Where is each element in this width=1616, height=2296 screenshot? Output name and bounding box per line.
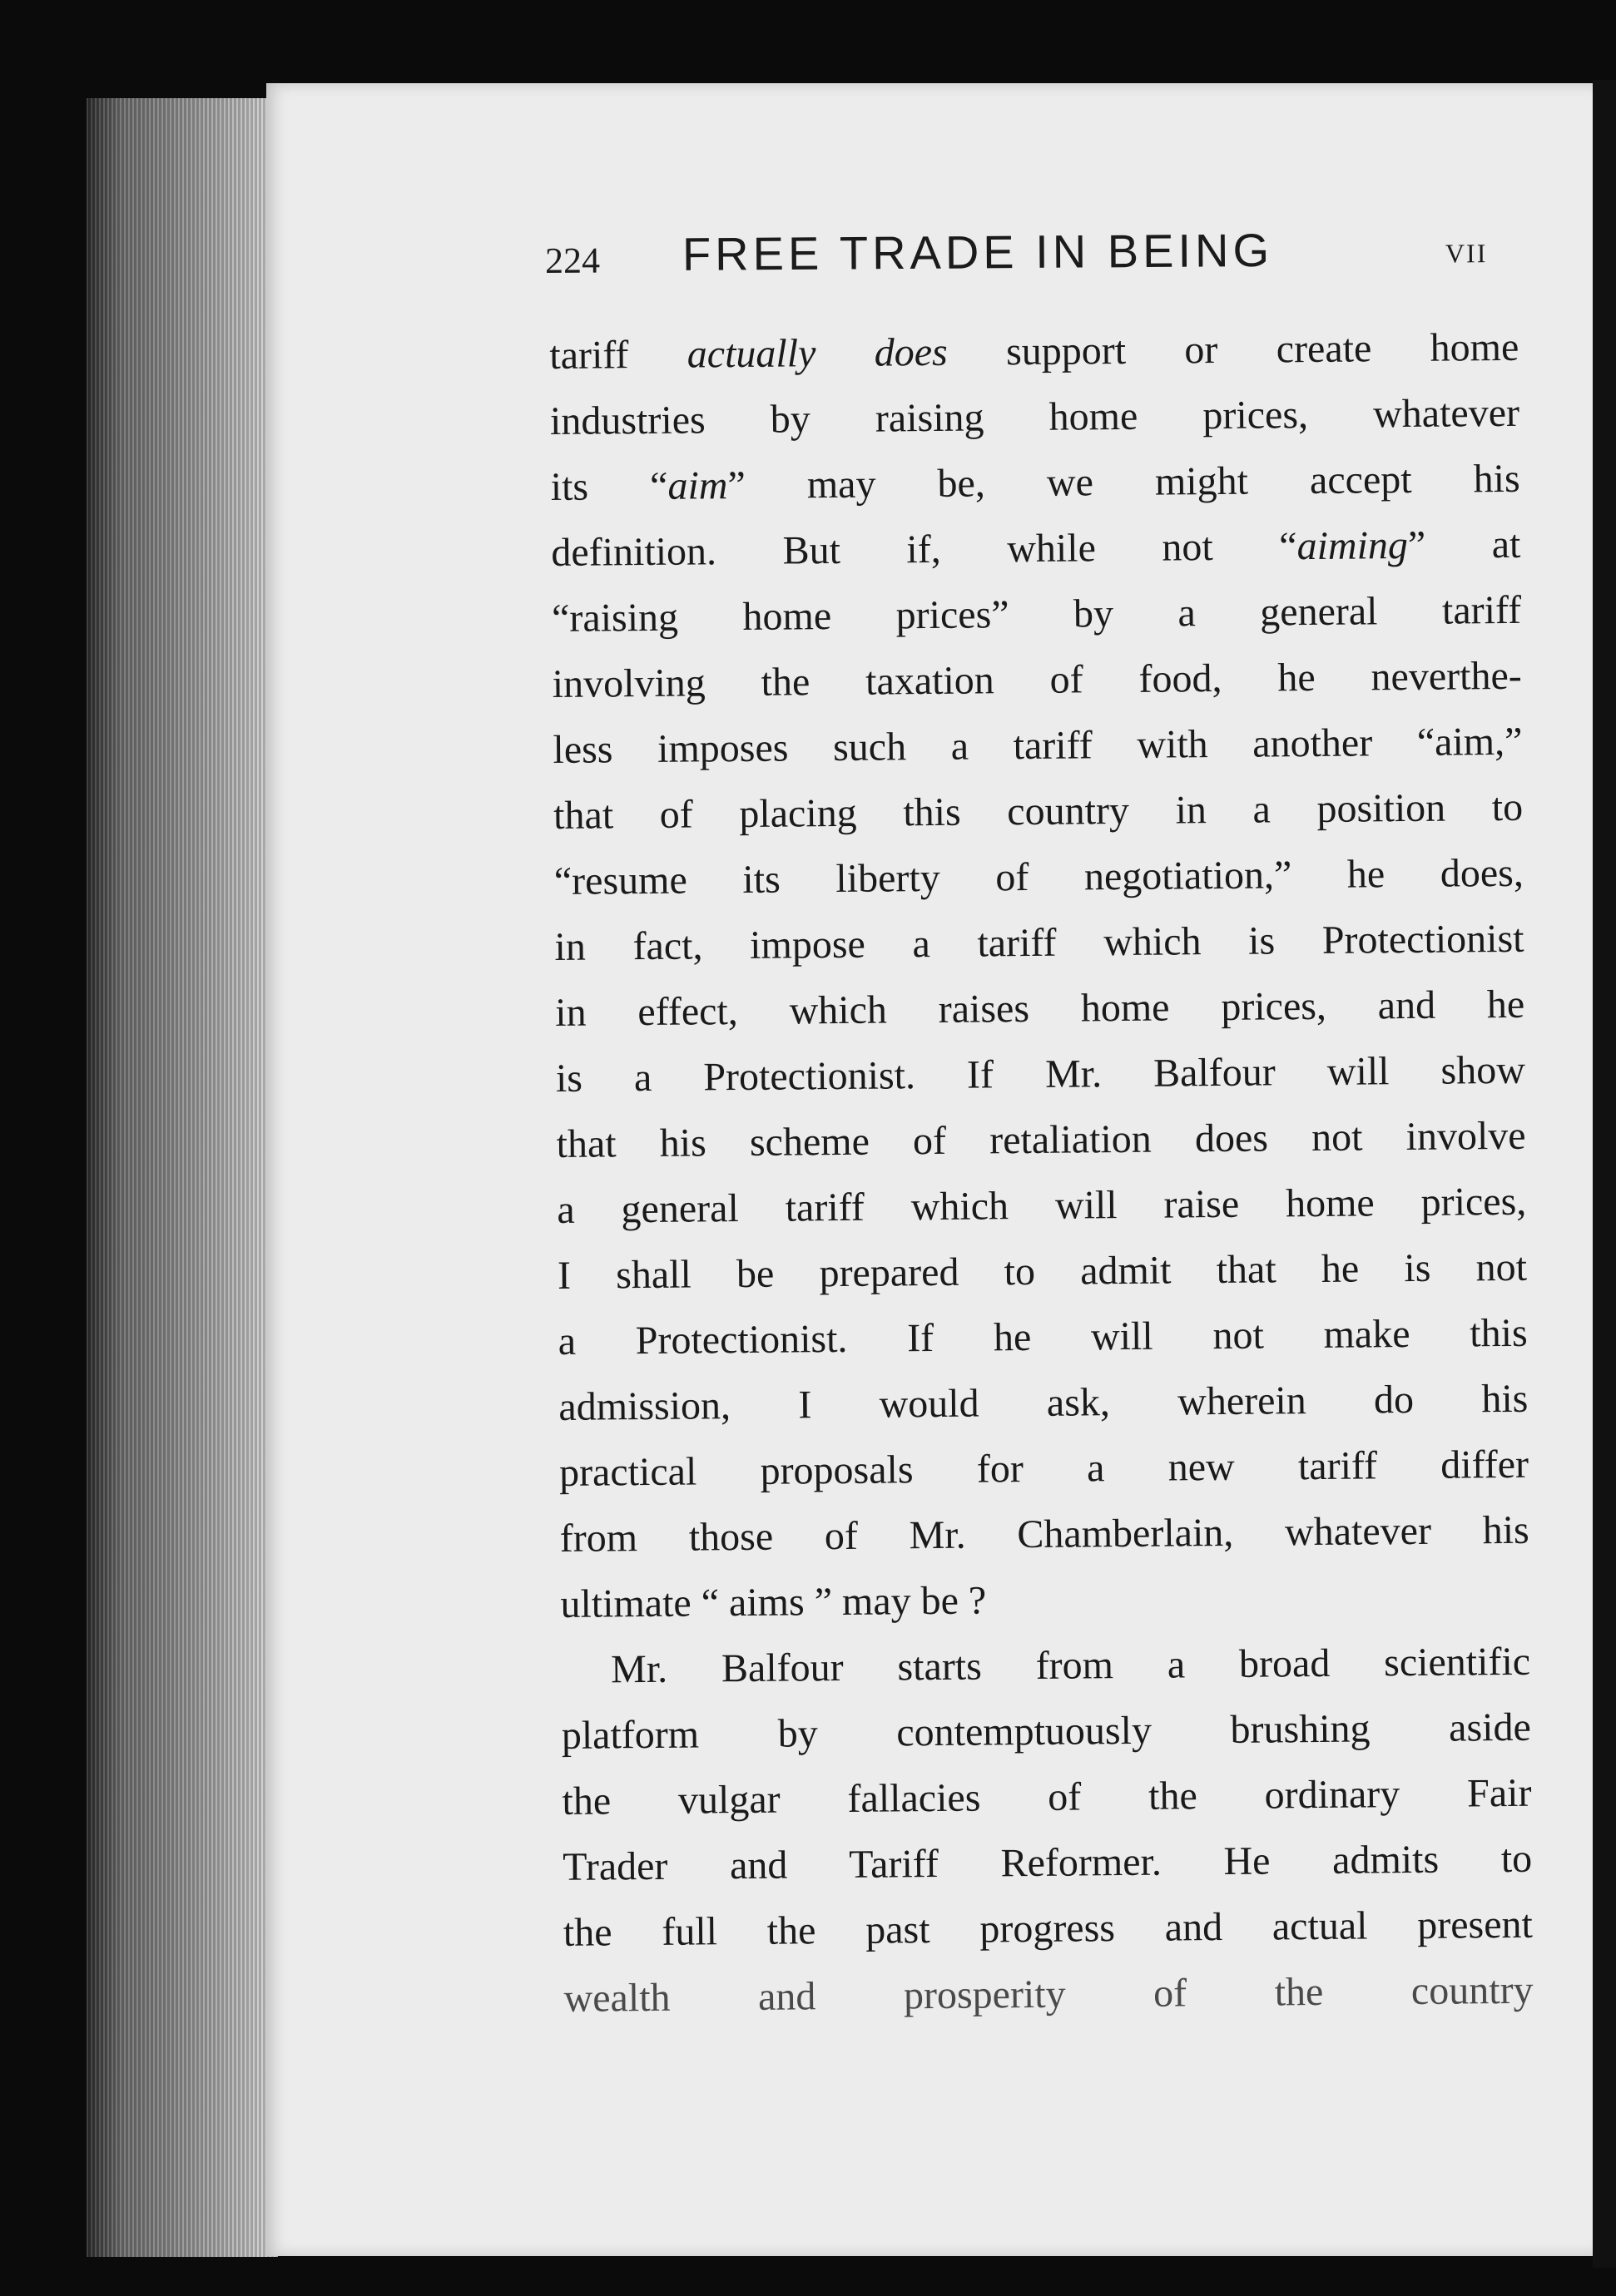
text-line: is a Protectionist. If Mr. Balfour will show (555, 1047, 1526, 1101)
text-line: admission, I would ask, wherein do his (558, 1376, 1529, 1429)
text-line-paragraph-start: Mr. Balfour starts from a broad scientific (610, 1639, 1531, 1692)
text-line: from those of Mr. Chamberlain, whatever his (559, 1507, 1529, 1561)
text-line: involving the taxation of food, he neverthe- (552, 653, 1522, 706)
chapter-number: VII (1445, 238, 1488, 269)
text-line: Trader and Tariff Reformer. He admits to (562, 1836, 1533, 1889)
italic-emphasis: aiming (1296, 523, 1409, 569)
text-line: tariff actually does support or create home (549, 324, 1519, 378)
text-line: I shall be prepared to admit that he is not (557, 1244, 1528, 1298)
text-line: its “aim” may be, we might accept his (550, 456, 1520, 509)
running-title: FREE TRADE IN BEING (682, 223, 1274, 280)
text-line: “resume its liberty of negotiation,” he does, (553, 850, 1524, 903)
text-line: “raising home prices” by a general tariff (551, 587, 1522, 641)
text-line: that his scheme of retaliation does not involve (556, 1113, 1526, 1166)
book-page-edges (87, 98, 278, 2257)
text-line: wealth and prosperity of the country (563, 1967, 1534, 2021)
text-line: the full the past progress and actual present (563, 1902, 1534, 1955)
text-line: that of placing this country in a position to (553, 784, 1524, 838)
italic-emphasis: aim (667, 463, 728, 508)
text-line: less imposes such a tariff with another “aim,” (553, 719, 1523, 772)
text-line: a general tariff which will raise home prices, (557, 1179, 1527, 1232)
text-line: in fact, impose a tariff which is Protectionist (554, 916, 1524, 969)
italic-emphasis: actually does (687, 329, 948, 377)
scan-border (1593, 80, 1616, 2268)
page-header (545, 221, 1511, 294)
text-line: practical proposals for a new tariff differ (558, 1442, 1529, 1495)
text-line: in effect, which raises home prices, and he (555, 982, 1525, 1035)
text-line: ultimate “ aims ” may be ? (560, 1578, 987, 1626)
body-text (549, 314, 1534, 2031)
text-line: industries by raising home prices, whatever (549, 390, 1520, 443)
page-number: 224 (544, 240, 601, 282)
text-line: definition. But if, while not “aiming” at (551, 522, 1521, 575)
text-line: platform by contemptuously brushing aside (561, 1705, 1532, 1758)
text-line: a Protectionist. If he will not make this (558, 1310, 1528, 1363)
text-line: the vulgar fallacies of the ordinary Fair (562, 1770, 1532, 1823)
